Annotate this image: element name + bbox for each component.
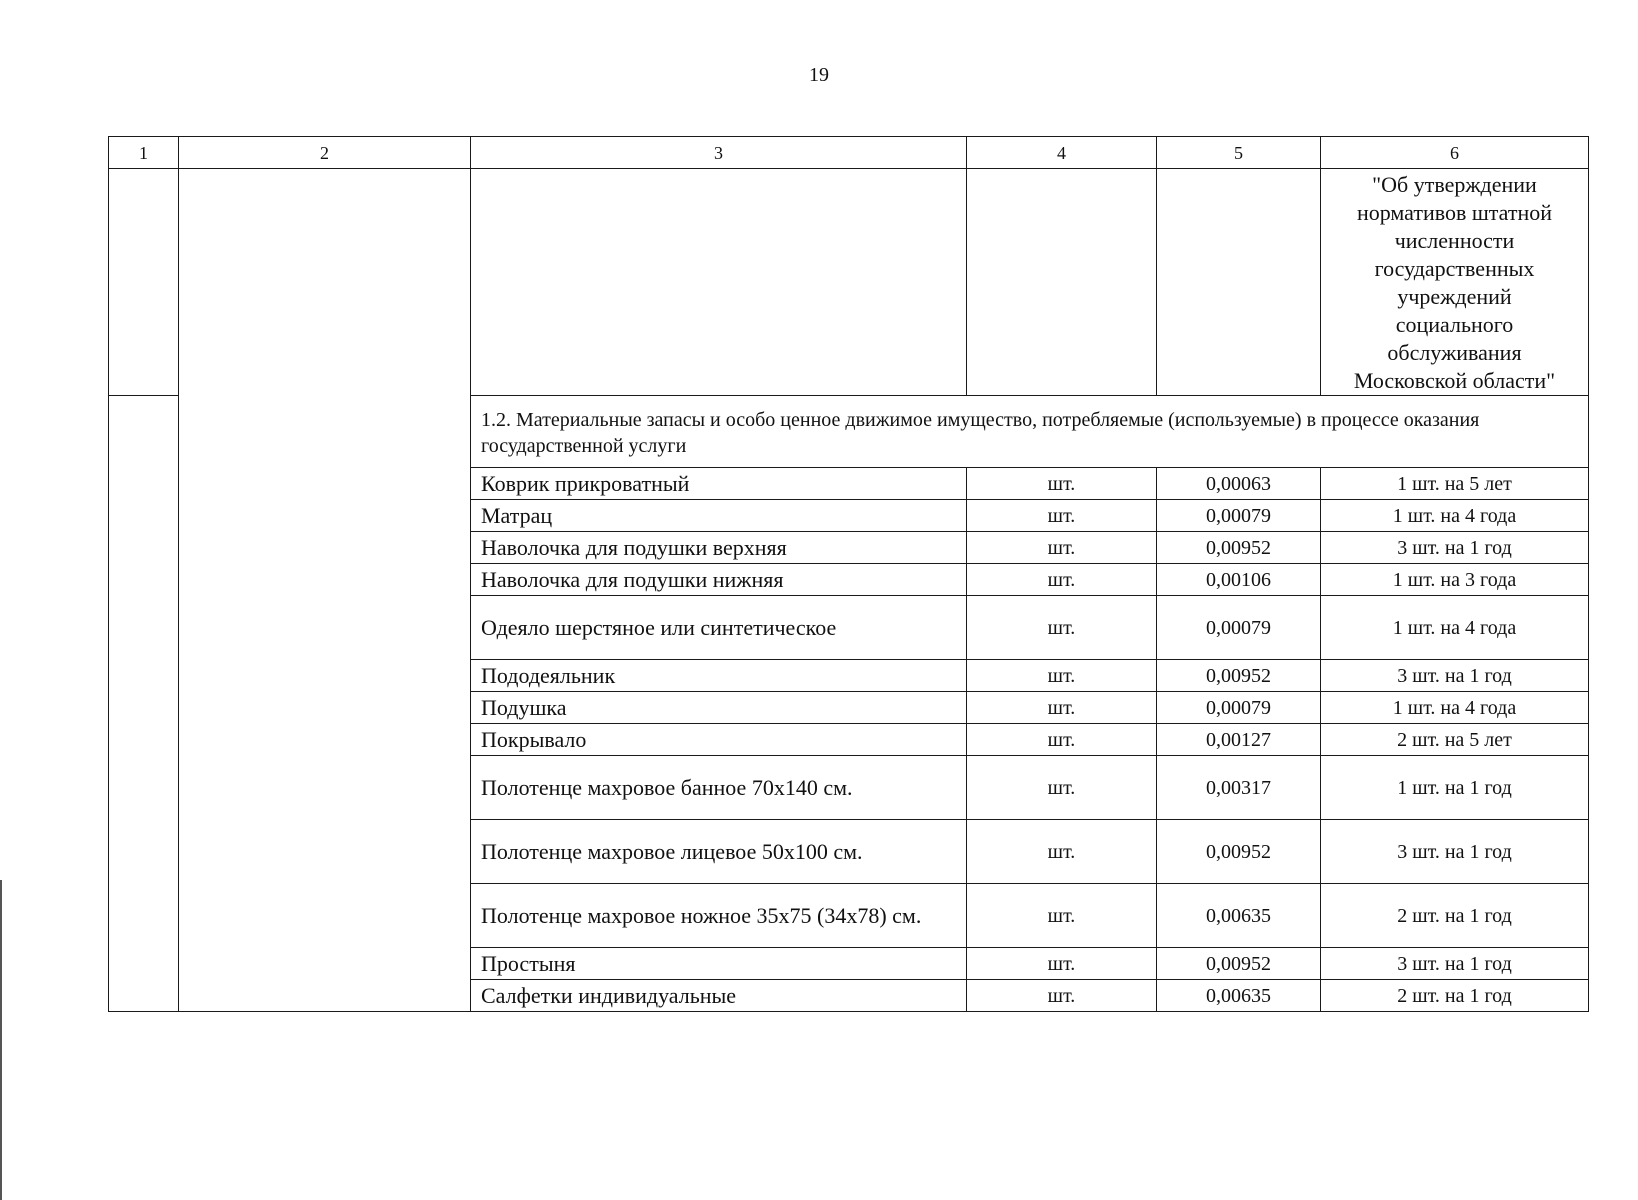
empty-cell (1157, 169, 1321, 396)
item-norm: 3 шт. на 1 год (1321, 532, 1589, 564)
item-unit: шт. (967, 724, 1157, 756)
item-name: Наволочка для подушки нижняя (471, 564, 967, 596)
item-name: Полотенце махровое банное 70х140 см. (471, 756, 967, 820)
note-line: "Об утверждении (1372, 172, 1537, 197)
item-unit: шт. (967, 500, 1157, 532)
item-value: 0,00952 (1157, 948, 1321, 980)
item-unit: шт. (967, 980, 1157, 1012)
item-unit: шт. (967, 596, 1157, 660)
item-name: Салфетки индивидуальные (471, 980, 967, 1012)
column-header-1: 1 (109, 137, 179, 169)
item-norm: 2 шт. на 1 год (1321, 980, 1589, 1012)
column-header-6: 6 (1321, 137, 1589, 169)
item-value: 0,00079 (1157, 692, 1321, 724)
item-norm: 1 шт. на 5 лет (1321, 468, 1589, 500)
note-line: социального (1395, 312, 1514, 337)
item-norm: 2 шт. на 5 лет (1321, 724, 1589, 756)
item-value: 0,00127 (1157, 724, 1321, 756)
column-header-5: 5 (1157, 137, 1321, 169)
item-value: 0,00106 (1157, 564, 1321, 596)
item-value: 0,00063 (1157, 468, 1321, 500)
note-line: нормативов штатной (1356, 200, 1553, 225)
note-line: учреждений (1397, 284, 1512, 309)
item-unit: шт. (967, 660, 1157, 692)
item-norm: 1 шт. на 4 года (1321, 692, 1589, 724)
item-value: 0,00635 (1157, 980, 1321, 1012)
item-name: Пододеяльник (471, 660, 967, 692)
item-unit: шт. (967, 820, 1157, 884)
note-line: обслуживания (1387, 340, 1522, 365)
page-number: 19 (809, 64, 829, 86)
item-value: 0,00952 (1157, 532, 1321, 564)
empty-cell (967, 169, 1157, 396)
item-name: Одеяло шерстяное или синтетическое (471, 596, 967, 660)
item-value: 0,00952 (1157, 660, 1321, 692)
continued-document-title (1321, 169, 1589, 396)
column-header-2: 2 (179, 137, 471, 169)
item-norm: 3 шт. на 1 год (1321, 948, 1589, 980)
item-name: Простыня (471, 948, 967, 980)
table-header-row (109, 137, 1589, 169)
empty-cell (471, 169, 967, 396)
norms-table (108, 136, 1589, 1012)
note-line: Московской области" (1353, 368, 1556, 393)
item-value: 0,00317 (1157, 756, 1321, 820)
item-unit: шт. (967, 564, 1157, 596)
section-title: 1.2. Материальные запасы и особо ценное движимое имущество, потребляемые (используемые) в процессе оказания государственной услуги (471, 396, 1589, 468)
item-name: Подушка (471, 692, 967, 724)
item-value: 0,00079 (1157, 500, 1321, 532)
item-unit: шт. (967, 532, 1157, 564)
empty-cell (109, 169, 179, 396)
item-unit: шт. (967, 948, 1157, 980)
item-value: 0,00635 (1157, 884, 1321, 948)
note-line: численности (1394, 228, 1515, 253)
item-norm: 1 шт. на 1 год (1321, 756, 1589, 820)
item-unit: шт. (967, 692, 1157, 724)
item-unit: шт. (967, 756, 1157, 820)
item-name: Коврик прикроватный (471, 468, 967, 500)
item-unit: шт. (967, 468, 1157, 500)
item-value: 0,00952 (1157, 820, 1321, 884)
item-name: Покрывало (471, 724, 967, 756)
item-name: Матрац (471, 500, 967, 532)
item-norm: 3 шт. на 1 год (1321, 660, 1589, 692)
item-norm: 3 шт. на 1 год (1321, 820, 1589, 884)
item-norm: 2 шт. на 1 год (1321, 884, 1589, 948)
item-name: Полотенце махровое ножное 35х75 (34х78) см. (471, 884, 967, 948)
item-name: Полотенце махровое лицевое 50х100 см. (471, 820, 967, 884)
merged-column-2-cell (179, 169, 471, 1012)
scan-edge-line (0, 880, 2, 1200)
item-unit: шт. (967, 884, 1157, 948)
item-value: 0,00079 (1157, 596, 1321, 660)
item-name: Наволочка для подушки верхняя (471, 532, 967, 564)
column-header-4: 4 (967, 137, 1157, 169)
item-norm: 1 шт. на 4 года (1321, 500, 1589, 532)
column-header-3: 3 (471, 137, 967, 169)
note-line: государственных (1374, 256, 1535, 281)
item-norm: 1 шт. на 4 года (1321, 596, 1589, 660)
continued-row (109, 169, 1589, 396)
merged-column-1-cell (109, 396, 179, 1012)
item-norm: 1 шт. на 3 года (1321, 564, 1589, 596)
